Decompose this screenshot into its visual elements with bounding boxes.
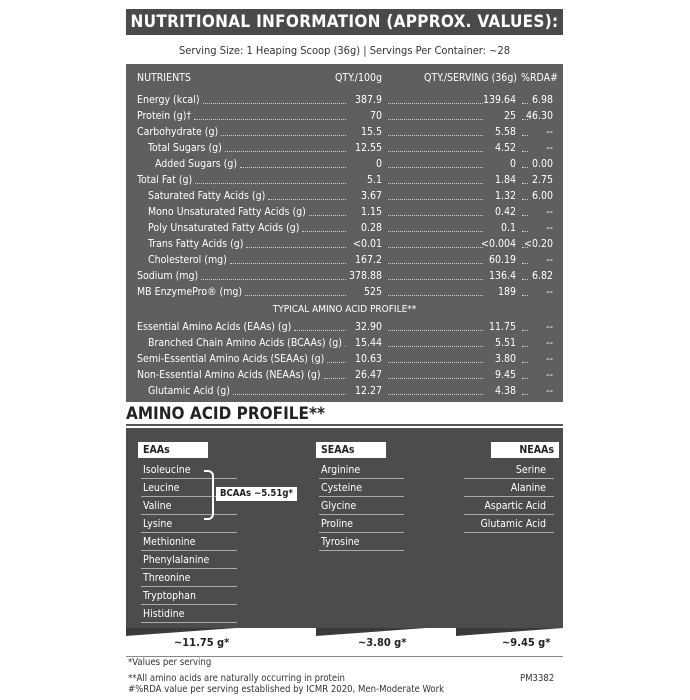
eaa-underline bbox=[141, 604, 237, 605]
eaa-item: Methionine bbox=[143, 536, 196, 548]
nutrient-value: 70 bbox=[369, 110, 382, 122]
amino-total-value: -- bbox=[546, 353, 553, 365]
amino-total-label: Essential Amino Acids (EAAs) (g) bbox=[137, 321, 292, 333]
amino-total-row bbox=[126, 368, 563, 382]
amino-total-label: Branched Chain Amino Acids (BCAAs) (g) bbox=[148, 337, 342, 349]
nutrient-value: 525 bbox=[363, 286, 382, 298]
nutrient-value: -- bbox=[546, 126, 553, 138]
leader-dots bbox=[225, 151, 346, 152]
nutrient-label: MB EnzymePro® (mg) bbox=[137, 286, 243, 298]
leader-dots bbox=[309, 215, 346, 216]
nutrient-value: 25 bbox=[503, 110, 516, 122]
leader-dots bbox=[201, 279, 346, 280]
seaa-item: Cysteine bbox=[321, 482, 363, 494]
nutrient-label: Sodium (mg) bbox=[137, 270, 199, 282]
leader-dots bbox=[388, 215, 483, 216]
leader-dots bbox=[522, 394, 528, 395]
seaa-item: Proline bbox=[321, 518, 353, 530]
amino-total-value: 3.80 bbox=[494, 353, 516, 365]
neaa-underline bbox=[464, 514, 554, 515]
bcaa-label: BCAAs ~5.51g* bbox=[216, 487, 297, 501]
leader-dots bbox=[245, 295, 346, 296]
leader-dots bbox=[345, 346, 346, 347]
nutrient-value: 5.58 bbox=[494, 126, 516, 138]
seaas-total: ~3.80 g* bbox=[358, 636, 407, 649]
leader-dots bbox=[230, 263, 346, 264]
neaa-underline bbox=[464, 496, 554, 497]
leader-dots bbox=[388, 135, 483, 136]
nutrient-row bbox=[126, 205, 563, 219]
nutrient-row bbox=[126, 173, 563, 187]
leader-dots bbox=[522, 119, 528, 120]
nutrient-value: 1.15 bbox=[360, 206, 382, 218]
neaa-underline bbox=[464, 478, 554, 479]
footnote-rda: #%RDA value per serving established by ICMR 2020, Men-Moderate Work bbox=[128, 684, 445, 695]
nutrient-value: 0.42 bbox=[494, 206, 516, 218]
amino-total-value: 11.75 bbox=[488, 321, 516, 333]
nutrient-label: Carbohydrate (g) bbox=[137, 126, 219, 138]
nutrient-row bbox=[126, 237, 563, 251]
leader-dots bbox=[522, 378, 528, 379]
eaa-item: Isoleucine bbox=[143, 464, 191, 476]
leader-dots bbox=[522, 330, 528, 331]
nutrient-label: Protein (g)† bbox=[137, 110, 192, 122]
leader-dots bbox=[302, 231, 346, 232]
nutrient-label: Saturated Fatty Acids (g) bbox=[148, 190, 266, 202]
leader-dots bbox=[522, 151, 528, 152]
footnote-naturally-occurring: **All amino acids are naturally occurring in protein bbox=[128, 673, 345, 684]
nutrient-row bbox=[126, 189, 563, 203]
nutrient-value: 378.88 bbox=[348, 270, 382, 282]
nutrient-label: Poly Unsaturated Fatty Acids (g) bbox=[148, 222, 300, 234]
seaa-underline bbox=[319, 532, 404, 533]
leader-dots bbox=[388, 295, 483, 296]
leader-dots bbox=[522, 103, 528, 104]
seaa-item: Glycine bbox=[321, 500, 357, 512]
amino-total-value: -- bbox=[546, 369, 553, 381]
nutrient-row bbox=[126, 141, 563, 155]
nutrient-value: 6.00 bbox=[531, 190, 553, 202]
amino-total-value: 12.27 bbox=[354, 385, 382, 397]
leader-dots bbox=[522, 167, 528, 168]
nutrient-label: Mono Unsaturated Fatty Acids (g) bbox=[148, 206, 306, 218]
amino-acid-panel bbox=[126, 428, 563, 656]
amino-total-value: 26.47 bbox=[354, 369, 382, 381]
eaa-item: Phenylalanine bbox=[143, 554, 210, 566]
neaa-item: Aspartic Acid bbox=[484, 500, 546, 512]
leader-dots bbox=[522, 346, 528, 347]
nutrient-value: 0 bbox=[509, 158, 516, 170]
leader-dots bbox=[522, 362, 528, 363]
leader-dots bbox=[388, 346, 483, 347]
neaas-total: ~9.45 g* bbox=[502, 636, 551, 649]
nutrient-value: -- bbox=[546, 222, 553, 234]
nutrient-value: 6.98 bbox=[531, 94, 553, 106]
nutrient-row bbox=[126, 253, 563, 267]
neaas-total-arrow bbox=[456, 628, 563, 636]
neaas-heading: NEAAs bbox=[491, 442, 559, 458]
amino-total-value: 9.45 bbox=[494, 369, 516, 381]
eaa-underline bbox=[141, 568, 237, 569]
nutrient-row bbox=[126, 109, 563, 123]
amino-total-value: 5.51 bbox=[494, 337, 516, 349]
nutrient-value: 1.32 bbox=[494, 190, 516, 202]
nutrient-value: <0.01 bbox=[353, 238, 382, 250]
nutrient-value: 46.30 bbox=[525, 110, 553, 122]
leader-dots bbox=[522, 135, 528, 136]
header-nutrients: NUTRIENTS bbox=[137, 72, 191, 84]
nutrient-value: 2.75 bbox=[531, 174, 553, 186]
amino-profile-heading: TYPICAL AMINO ACID PROFILE** bbox=[272, 304, 417, 315]
eaas-total: ~11.75 g* bbox=[174, 636, 230, 649]
leader-dots bbox=[388, 394, 483, 395]
nutrient-value: -- bbox=[546, 254, 553, 266]
leader-dots bbox=[388, 279, 483, 280]
neaa-underline bbox=[464, 532, 554, 533]
leader-dots bbox=[246, 247, 346, 248]
nutrition-table bbox=[126, 64, 563, 402]
eaa-item: Valine bbox=[143, 500, 172, 512]
nutrient-value: 167.2 bbox=[354, 254, 382, 266]
leader-dots bbox=[203, 103, 346, 104]
nutrient-value: -- bbox=[546, 286, 553, 298]
amino-total-value: -- bbox=[546, 337, 553, 349]
eaa-underline bbox=[141, 586, 237, 587]
amino-total-row bbox=[126, 352, 563, 366]
nutrient-value: 15.5 bbox=[360, 126, 382, 138]
amino-total-row bbox=[126, 336, 563, 350]
nutrient-label: Total Sugars (g) bbox=[148, 142, 222, 154]
eaa-item: Tryptophan bbox=[143, 590, 196, 602]
amino-total-value: 10.63 bbox=[354, 353, 382, 365]
leader-dots bbox=[194, 119, 346, 120]
nutrient-value: 1.84 bbox=[494, 174, 516, 186]
leader-dots bbox=[195, 183, 346, 184]
leader-dots bbox=[388, 247, 483, 248]
seaa-underline bbox=[319, 496, 404, 497]
nutrient-value: 12.55 bbox=[354, 142, 382, 154]
nutrient-value: 189 bbox=[497, 286, 516, 298]
nutrient-row bbox=[126, 93, 563, 107]
leader-dots bbox=[324, 378, 346, 379]
eaa-underline bbox=[141, 622, 237, 623]
nutrient-label: Energy (kcal) bbox=[137, 94, 200, 106]
nutrient-row bbox=[126, 125, 563, 139]
amino-total-label: Semi-Essential Amino Acids (SEAAs) (g) bbox=[137, 353, 325, 365]
footnote-values-per-serving: *Values per serving bbox=[128, 657, 212, 668]
leader-dots bbox=[522, 263, 528, 264]
product-code: PM3382 bbox=[520, 673, 555, 684]
header-qty-100g: QTY./100g bbox=[334, 72, 382, 84]
nutrient-value: 136.4 bbox=[488, 270, 516, 282]
eaa-item: Lysine bbox=[143, 518, 173, 530]
leader-dots bbox=[388, 231, 483, 232]
header-qty-serving: QTY./SERVING (36g) bbox=[424, 72, 517, 84]
nutrient-value: 0.00 bbox=[531, 158, 553, 170]
nutrient-value: -- bbox=[546, 142, 553, 154]
nutrient-value: 387.9 bbox=[354, 94, 382, 106]
amino-total-label: Non-Essential Amino Acids (NEAAs) (g) bbox=[137, 369, 321, 381]
nutrient-value: <0.20 bbox=[524, 238, 553, 250]
leader-dots bbox=[522, 231, 528, 232]
leader-dots bbox=[388, 183, 483, 184]
leader-dots bbox=[388, 151, 483, 152]
leader-dots bbox=[388, 119, 483, 120]
amino-total-label: Glutamic Acid (g) bbox=[148, 385, 230, 397]
nutrient-value: <0.004 bbox=[481, 238, 516, 250]
leader-dots bbox=[221, 135, 346, 136]
eaa-underline bbox=[141, 514, 237, 515]
nutrient-value: 60.19 bbox=[488, 254, 516, 266]
nutrition-title: NUTRITIONAL INFORMATION (APPROX. VALUES): bbox=[126, 9, 563, 35]
nutrient-label: Cholesterol (mg) bbox=[148, 254, 227, 266]
seaa-underline bbox=[319, 514, 404, 515]
seaas-heading: SEAAs bbox=[316, 442, 386, 458]
neaa-item: Alanine bbox=[510, 482, 546, 494]
leader-dots bbox=[327, 362, 346, 363]
nutrient-value: 3.67 bbox=[360, 190, 382, 202]
leader-dots bbox=[522, 247, 528, 248]
amino-section-title: AMINO ACID PROFILE** bbox=[126, 404, 325, 424]
eaa-underline bbox=[141, 550, 237, 551]
eaa-item: Histidine bbox=[143, 608, 185, 620]
leader-dots bbox=[388, 167, 483, 168]
eaa-item: Threonine bbox=[143, 572, 191, 584]
nutrient-value: 0.28 bbox=[360, 222, 382, 234]
nutrient-label: Added Sugars (g) bbox=[155, 158, 238, 170]
leader-dots bbox=[233, 394, 346, 395]
nutrient-row bbox=[126, 221, 563, 235]
amino-total-row bbox=[126, 320, 563, 334]
amino-total-value: 15.44 bbox=[354, 337, 382, 349]
serving-info: Serving Size: 1 Heaping Scoop (36g) | Servings Per Container: ~28 bbox=[178, 44, 511, 57]
nutrient-value: 4.52 bbox=[494, 142, 516, 154]
leader-dots bbox=[522, 199, 528, 200]
nutrient-value: 6.82 bbox=[531, 270, 553, 282]
leader-dots bbox=[522, 279, 528, 280]
neaa-item: Serine bbox=[515, 464, 546, 476]
leader-dots bbox=[522, 183, 528, 184]
section-divider bbox=[126, 424, 563, 426]
leader-dots bbox=[388, 378, 483, 379]
amino-total-row bbox=[126, 384, 563, 398]
amino-total-value: 32.90 bbox=[354, 321, 382, 333]
leader-dots bbox=[388, 199, 483, 200]
amino-total-value: -- bbox=[546, 385, 553, 397]
nutrient-value: 0.1 bbox=[500, 222, 516, 234]
eaas-heading: EAAs bbox=[138, 442, 208, 458]
seaa-item: Arginine bbox=[321, 464, 361, 476]
leader-dots bbox=[388, 330, 483, 331]
leader-dots bbox=[294, 330, 346, 331]
leader-dots bbox=[388, 263, 483, 264]
seaa-underline bbox=[319, 550, 404, 551]
amino-total-value: 4.38 bbox=[494, 385, 516, 397]
leader-dots bbox=[388, 103, 483, 104]
leader-dots bbox=[268, 199, 346, 200]
nutrient-value: 139.64 bbox=[482, 94, 516, 106]
nutrient-row bbox=[126, 157, 563, 171]
nutrient-label: Trans Fatty Acids (g) bbox=[148, 238, 244, 250]
leader-dots bbox=[522, 215, 528, 216]
bcaa-brace bbox=[204, 470, 214, 520]
leader-dots bbox=[388, 362, 483, 363]
eaa-underline bbox=[141, 532, 237, 533]
seaa-underline bbox=[319, 478, 404, 479]
header-rda: %RDA# bbox=[521, 72, 559, 84]
seaas-total-arrow bbox=[316, 628, 426, 636]
seaa-item: Tyrosine bbox=[321, 536, 360, 548]
nutrient-label: Total Fat (g) bbox=[137, 174, 193, 186]
nutrient-row bbox=[126, 285, 563, 299]
neaa-item: Glutamic Acid bbox=[480, 518, 546, 530]
nutrient-value: -- bbox=[546, 206, 553, 218]
eaas-total-arrow bbox=[126, 628, 236, 636]
totals-bar bbox=[126, 628, 563, 658]
nutrient-value: 0 bbox=[375, 158, 382, 170]
leader-dots bbox=[240, 167, 346, 168]
nutrient-value: 5.1 bbox=[366, 174, 382, 186]
eaa-item: Leucine bbox=[143, 482, 180, 494]
leader-dots bbox=[522, 295, 528, 296]
eaa-underline bbox=[141, 478, 237, 479]
nutrient-row bbox=[126, 269, 563, 283]
amino-total-value: -- bbox=[546, 321, 553, 333]
